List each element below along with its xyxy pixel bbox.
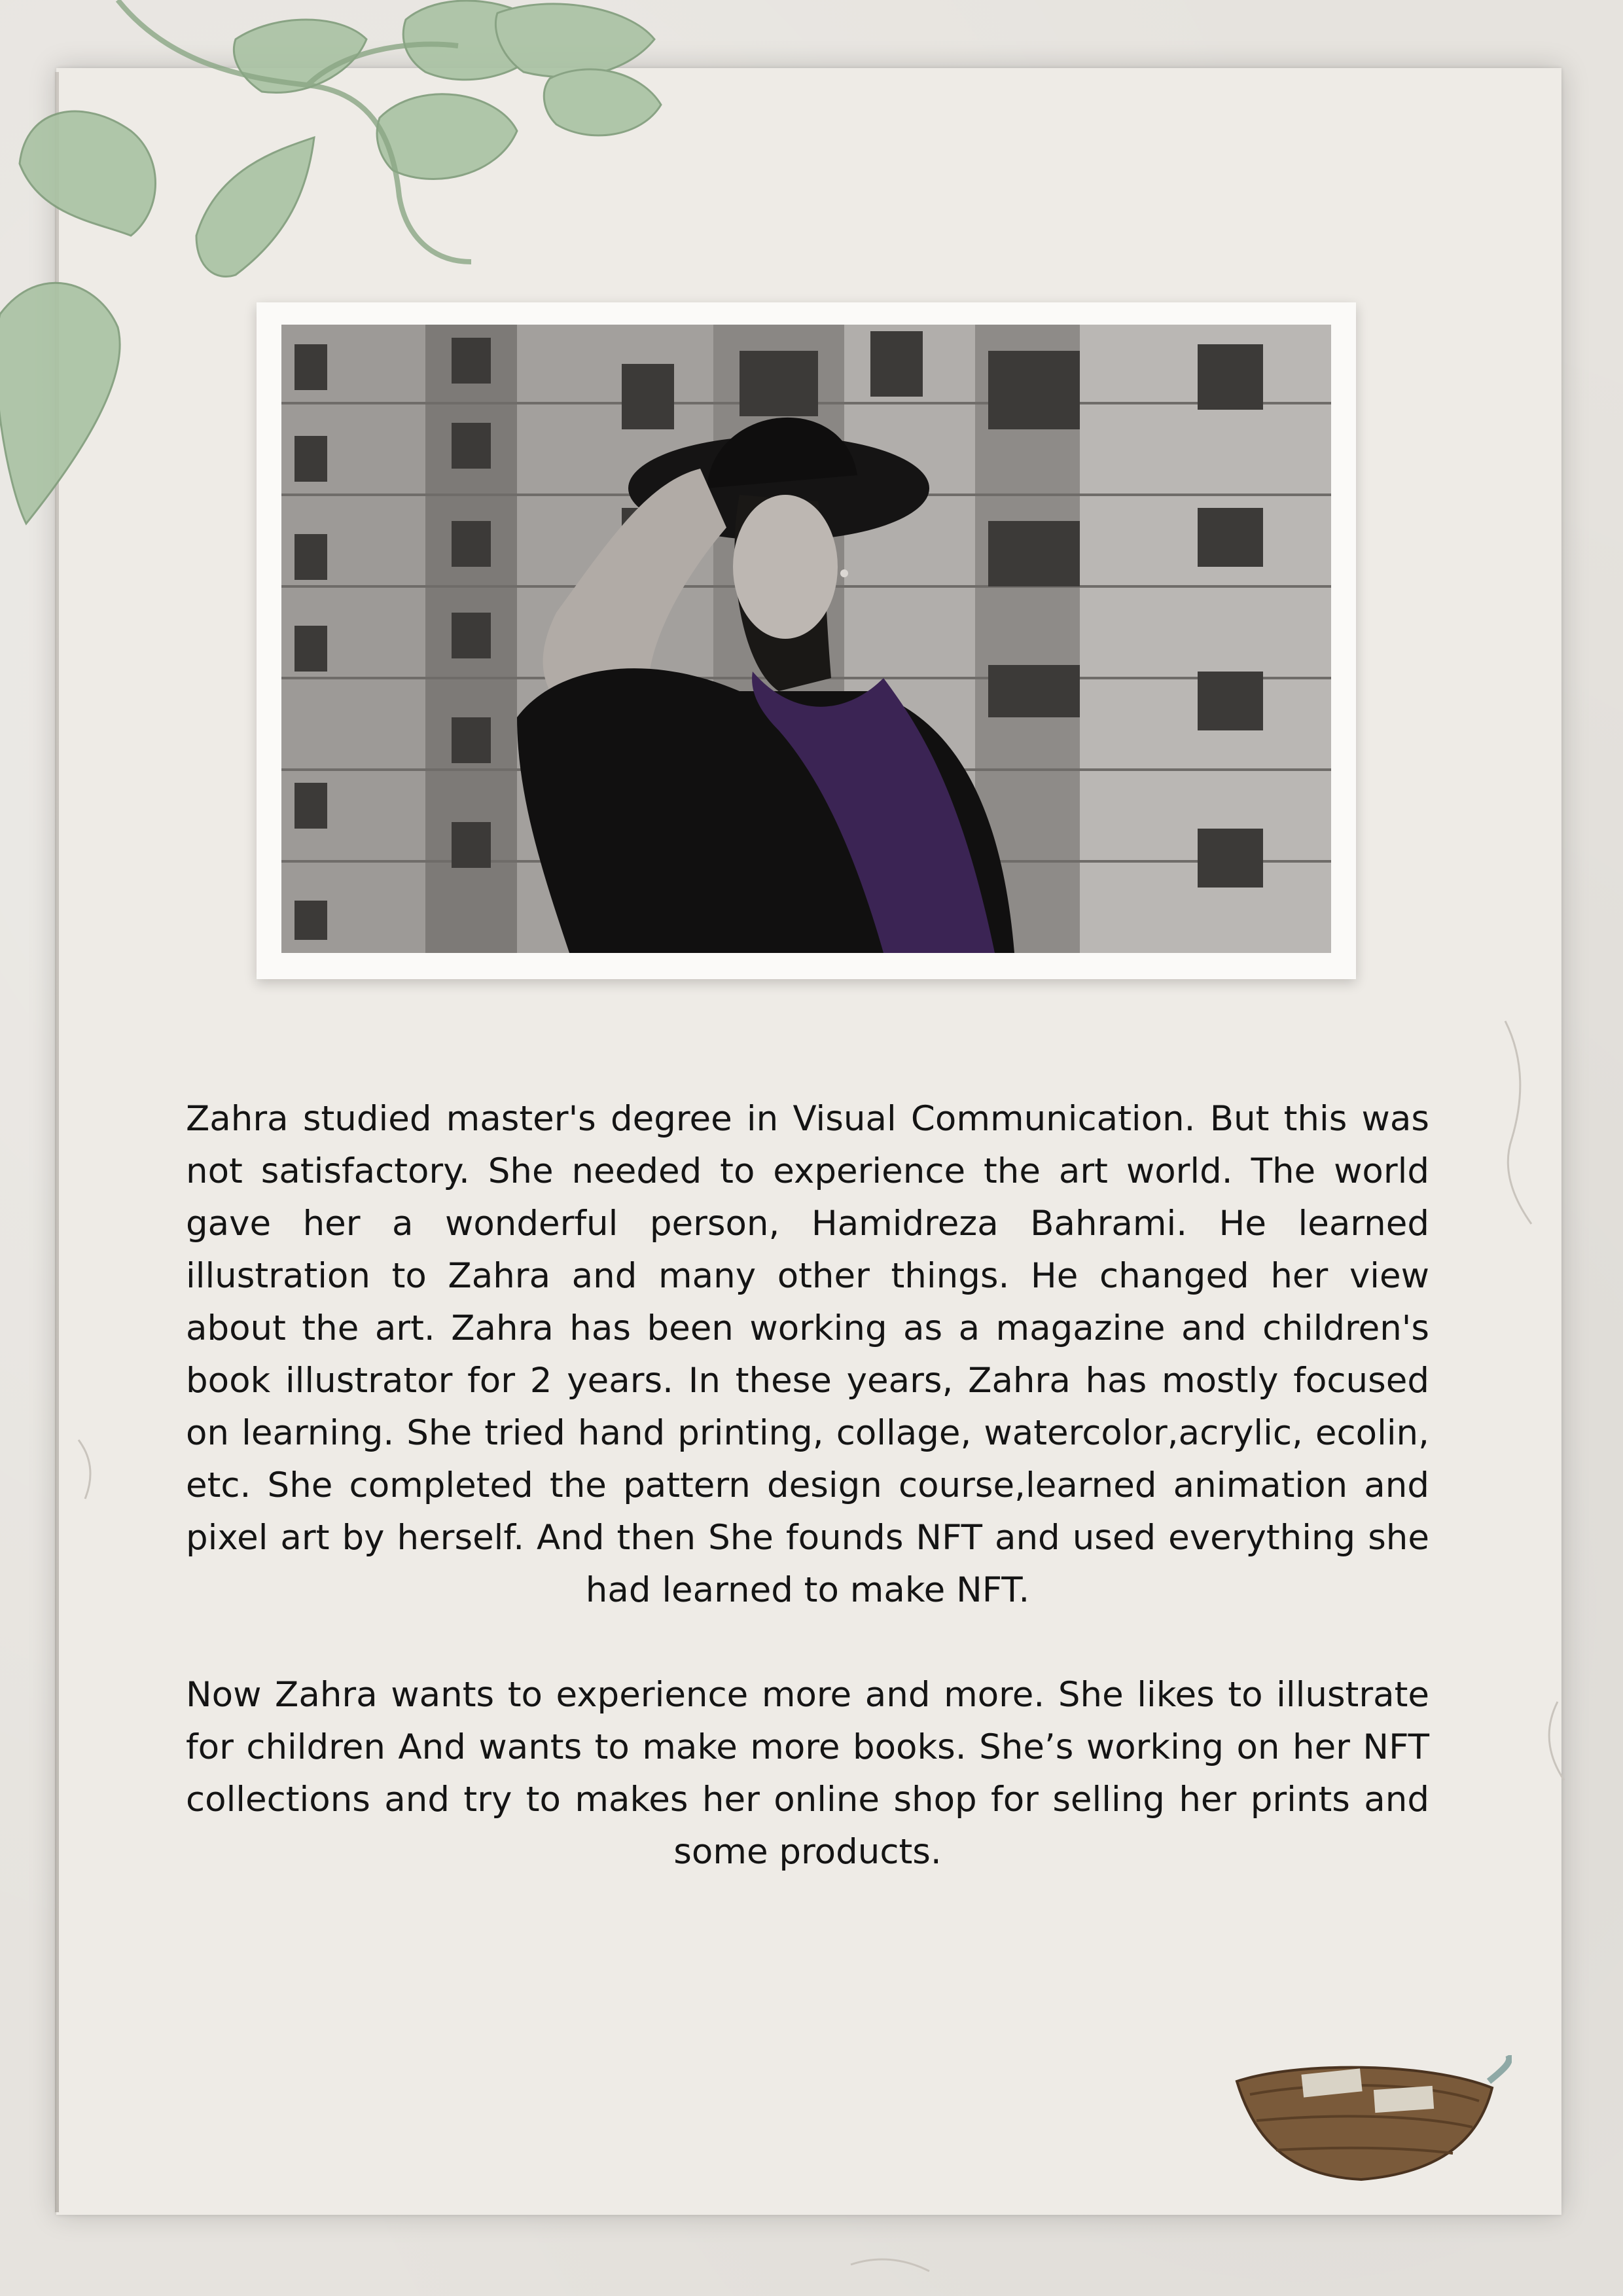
bio-paragraph-2: Now Zahra wants to experience more and more. She likes to illustrate for children And wants to make more books. She’s working on her NFT collections and try to makes her online shop for selling her prints and some products.: [186, 1675, 1429, 1872]
bio-paragraph-1: Zahra studied master's degree in Visual Communication. But this was not satisfactory. She needed to experience the art world. The world gave her a wonderful person, Hamidreza Bahrami. He learned illustration to Zahra and many other things. He changed her view about the art. Zahra has been working as a magazine and children's book illustrator for 2 years. In these years, Zahra has mostly focused on learning. She tried hand printing, collage, watercolor,acrylic, ecolin, etc. She completed the pattern design course,learned animation and pixel art by herself. And then She founds NFT and used everything she had learned to make NFT.: [186, 1099, 1429, 1610]
photo-frame: [257, 302, 1356, 979]
boat-decoration-icon: [1230, 2055, 1512, 2186]
portrait-photo: [281, 325, 1331, 953]
bio-text-block: [186, 1093, 1429, 1878]
